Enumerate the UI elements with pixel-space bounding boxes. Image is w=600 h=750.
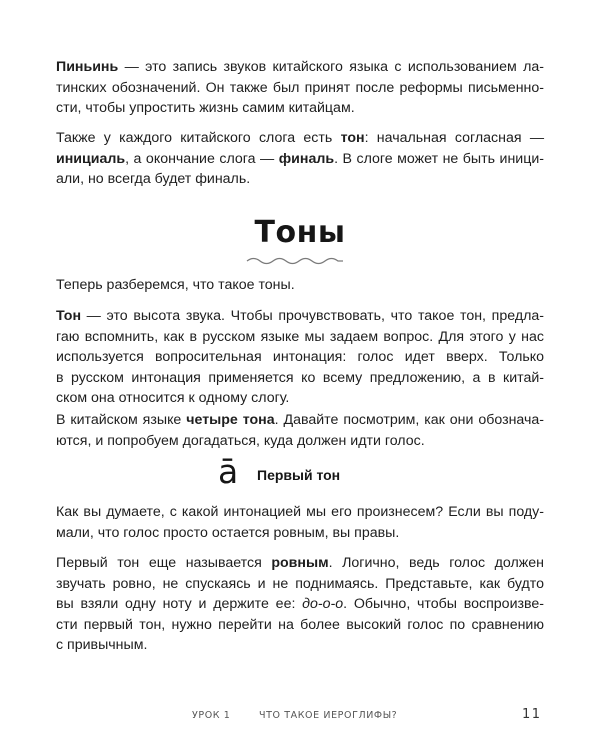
text-line: звучать ровно, не спускаясь и не поднимаясь. Представьте, как будто xyxy=(56,575,544,592)
term-tone: тон xyxy=(340,130,365,146)
text-line: сти, чтобы упростить жизнь самим китайцам. xyxy=(56,100,355,116)
text-line: В китайском языке четыре тона. Давайте посмотрим, как они обознача- xyxy=(56,412,545,428)
text-line: Также у каждого китайского слога есть тон: начальная согласная — xyxy=(56,130,545,146)
text-line: тинских обозначений. Он также был принят после реформы письменно- xyxy=(56,79,544,96)
section-heading: Тоны xyxy=(254,215,346,250)
paragraph-four-tones xyxy=(56,410,544,451)
term-initial: инициаль xyxy=(56,150,126,167)
paragraph-pinyin xyxy=(56,57,544,119)
text-line: Тон — это высота звука. Чтобы прочувствовать, что такое тон, предла- xyxy=(56,308,544,324)
text-line: с привычным. xyxy=(56,637,148,653)
wave-ornament-icon xyxy=(245,255,345,267)
example-do-o-o: до-о-о xyxy=(302,596,344,612)
term-level: ровным xyxy=(271,555,329,571)
first-tone-title: Первый тон xyxy=(257,467,341,483)
text-line: инициаль, а окончание слога — финаль. В слоге может не быть иници- xyxy=(56,150,544,167)
term-tone: Тон xyxy=(56,308,82,324)
text-line: ском она относится к одному слогу. xyxy=(56,390,290,406)
text-line: гаю вспомнить, как в русском языке мы задаем вопрос. Для этого у нас xyxy=(56,328,544,345)
paragraph-first-tone-question xyxy=(56,502,544,543)
text-line: али, но всегда будет финаль. xyxy=(56,171,251,187)
page-number: 11 xyxy=(522,707,542,722)
footer-lesson: УРОК 1 xyxy=(192,710,231,721)
text-line: сти первый тон, нужно перейти на более высокий голос по сравнению xyxy=(56,616,544,633)
term-final: финаль xyxy=(278,150,335,167)
text-line: ются, и попробуем догадаться, куда должен идти голос. xyxy=(56,432,425,449)
text-line: Первый тон еще называется ровным. Логично, ведь голос должен xyxy=(56,555,544,571)
footer-lesson-title: ЧТО ТАКОЕ ИЕРОГЛИФЫ? xyxy=(259,710,398,721)
term-four-tones: четыре тона xyxy=(186,412,275,428)
paragraph-syllable xyxy=(56,128,544,190)
paragraph-tone-definition xyxy=(56,306,544,409)
first-tone-glyph: ā xyxy=(218,452,239,491)
term-pinyin: Пиньинь xyxy=(56,59,119,75)
text-line: используется вопросительная интонация: голос идет вверх. Только xyxy=(56,349,544,365)
text-line: в русском интонация применяется ко всему предложению, а в китай- xyxy=(56,369,544,386)
text-line: Как вы думаете, с какой интонацией мы его произнесем? Если вы поду- xyxy=(56,504,544,520)
text-line: вы взяли одну ноту и держите ее: до-о-о. Обычно, чтобы воспроизве- xyxy=(56,596,544,612)
text-line: Теперь разберемся, что такое тоны. xyxy=(56,277,295,293)
paragraph-first-tone-level xyxy=(56,553,544,656)
text-line: Пиньинь — это запись звуков китайского языка с использованием ла- xyxy=(56,59,544,75)
text-line: мали, что голос просто остается ровным, вы правы. xyxy=(56,524,400,541)
page-footer xyxy=(0,704,600,724)
paragraph-intro-tones xyxy=(56,275,544,296)
